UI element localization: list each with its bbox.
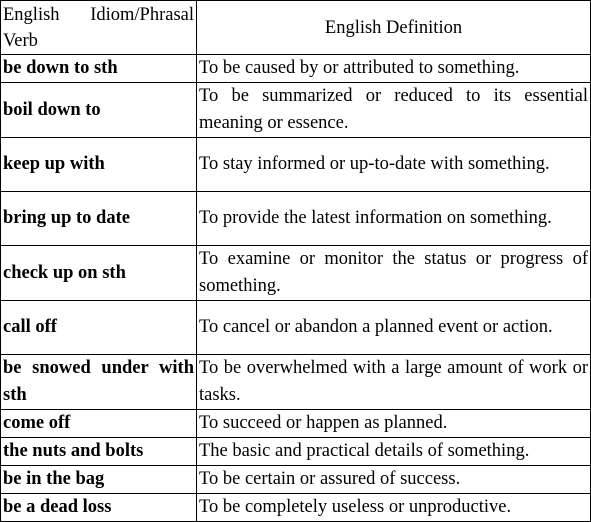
table-row — [1, 55, 591, 83]
table-row — [1, 246, 591, 301]
header-term: English Idiom/Phrasal Verb — [1, 1, 197, 55]
definition-cell: To stay informed or up-to-date with something. — [197, 138, 591, 192]
idiom-cell: the nuts and bolts — [1, 438, 197, 466]
idiom-cell: check up on sth — [1, 246, 197, 301]
header-definition: English Definition — [197, 1, 591, 55]
table-row — [1, 494, 591, 522]
idiom-cell: call off — [1, 301, 197, 355]
definition-cell: To be certain or assured of success. — [197, 466, 591, 494]
definition-cell: To be caused by or attributed to something. — [197, 55, 591, 83]
definition-cell: To be summarized or reduced to its essential meaning or essence. — [197, 83, 591, 138]
definition-cell: To be completely useless or unproductive. — [197, 494, 591, 522]
idiom-cell: boil down to — [1, 83, 197, 138]
table-row — [1, 355, 591, 410]
idiom-cell: come off — [1, 410, 197, 438]
table-row — [1, 138, 591, 192]
table-row — [1, 410, 591, 438]
idiom-cell: be in the bag — [1, 466, 197, 494]
table-row — [1, 466, 591, 494]
table-row — [1, 83, 591, 138]
definition-cell: To provide the latest information on something. — [197, 192, 591, 246]
definition-cell: To succeed or happen as planned. — [197, 410, 591, 438]
idiom-cell: be a dead loss — [1, 494, 197, 522]
definition-cell: To cancel or abandon a planned event or action. — [197, 301, 591, 355]
idiom-cell: be down to sth — [1, 55, 197, 83]
definition-cell: To be overwhelmed with a large amount of work or tasks. — [197, 355, 591, 410]
table-row — [1, 301, 591, 355]
table-row — [1, 192, 591, 246]
table-header-row — [1, 1, 591, 55]
definition-cell: To examine or monitor the status or progress of something. — [197, 246, 591, 301]
idiom-cell: be snowed under with sth — [1, 355, 197, 410]
idiom-cell: keep up with — [1, 138, 197, 192]
idiom-cell: bring up to date — [1, 192, 197, 246]
table-row — [1, 438, 591, 466]
definition-cell: The basic and practical details of something. — [197, 438, 591, 466]
